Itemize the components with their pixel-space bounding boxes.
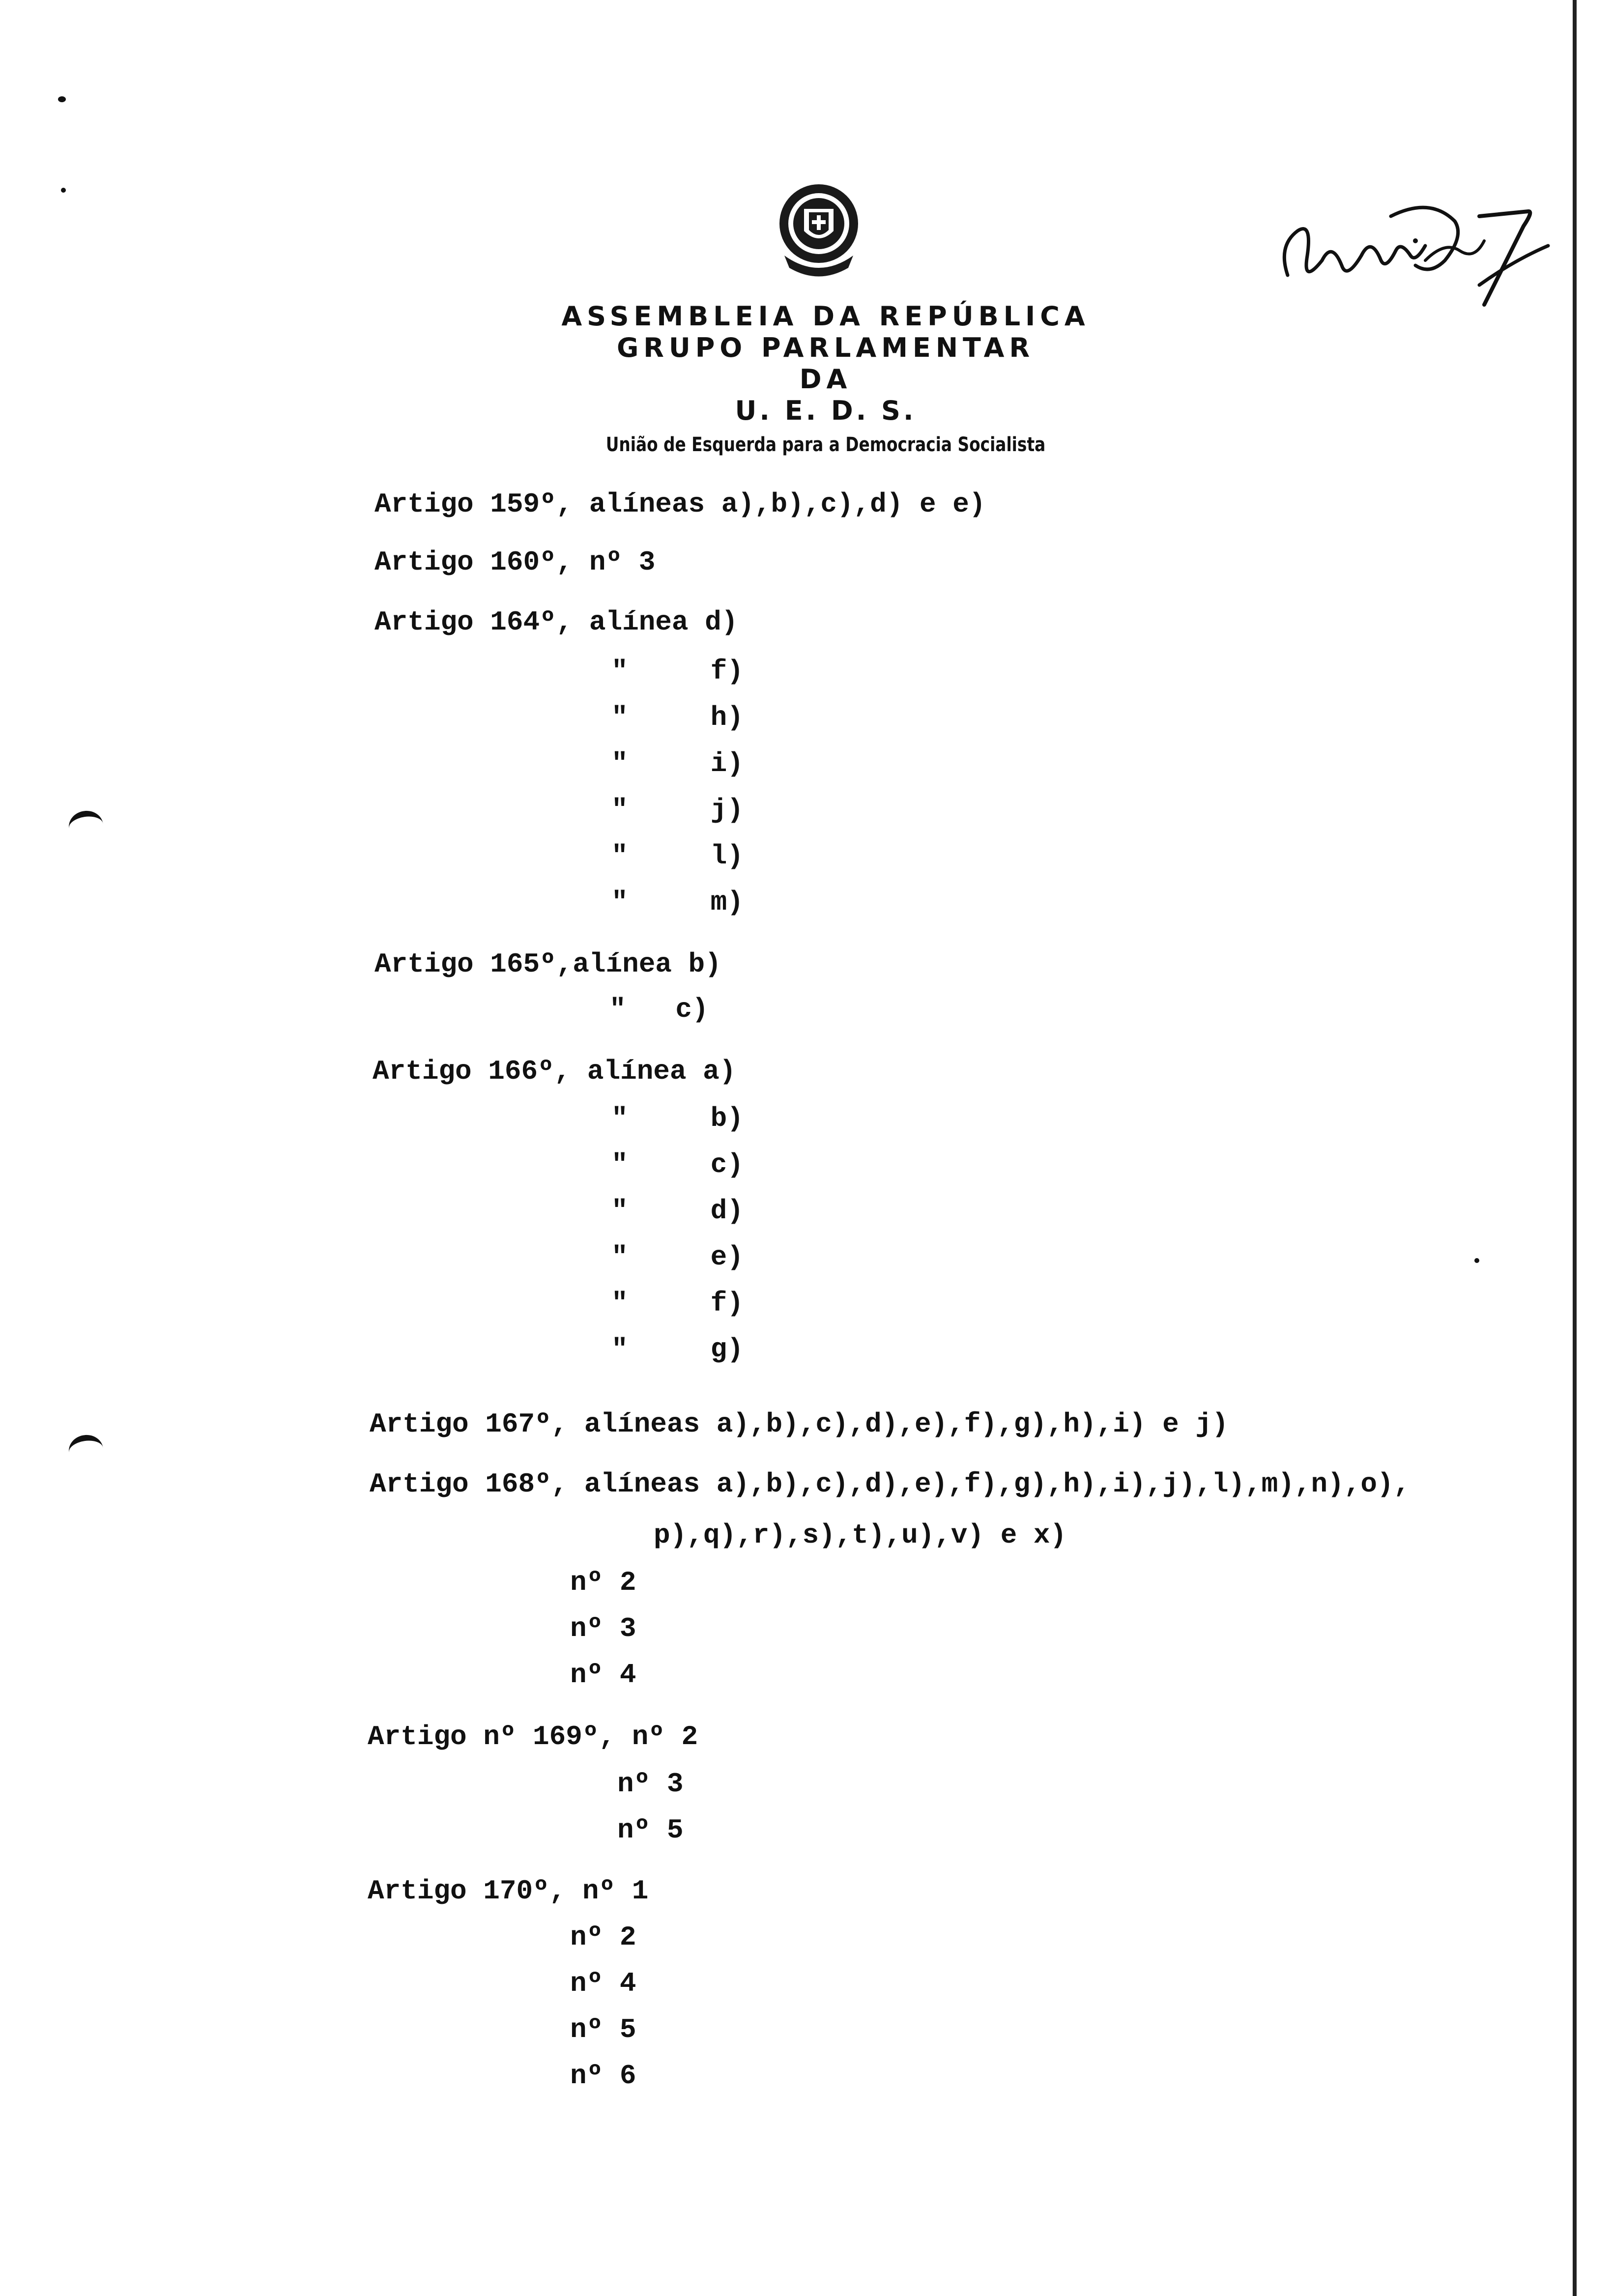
continuation-line: p),q),r),s),t),u),v) e x) — [654, 1520, 1067, 1551]
scan-speck — [61, 188, 66, 193]
number-line: nº 6 — [570, 2060, 636, 2092]
ditto-line: " f) — [611, 656, 744, 687]
party-full-name: União de Esquerda para a Democracia Socialista — [605, 433, 1046, 456]
punch-hole-mark — [67, 808, 105, 843]
ditto-line: " f) — [611, 1288, 744, 1319]
handwritten-signature — [1268, 187, 1553, 324]
article-line: Artigo 167º, alíneas a),b),c),d),e),f),g),h),i) e j) — [370, 1408, 1229, 1440]
ditto-line: " g) — [611, 1334, 744, 1365]
ditto-line: " j) — [611, 794, 744, 826]
article-line: Artigo 170º, nº 1 — [368, 1875, 649, 1907]
number-line: nº 3 — [570, 1613, 636, 1644]
ditto-line: " d) — [611, 1195, 744, 1227]
ditto-line: " b) — [611, 1103, 744, 1134]
letterhead — [511, 301, 1140, 457]
article-line: Artigo 164º, alínea d) — [374, 606, 738, 638]
punch-hole-mark — [67, 1433, 105, 1467]
ditto-line: " e) — [611, 1241, 744, 1273]
number-line: nº 5 — [617, 1814, 684, 1846]
article-line: Artigo 159º, alíneas a),b),c),d) e e) — [374, 488, 986, 520]
number-line: nº 5 — [570, 2014, 636, 2045]
ditto-line: " i) — [611, 748, 744, 779]
ditto-line: " l) — [611, 840, 744, 872]
article-line: Artigo 168º, alíneas a),b),c),d),e),f),g),h),i),j),l),m),n),o), — [370, 1468, 1410, 1500]
number-line: nº 4 — [570, 1659, 636, 1691]
ditto-line: " c) — [611, 1149, 744, 1180]
ditto-line: " h) — [611, 702, 744, 733]
assembly-name: ASSEMBLEIA DA REPÚBLICA — [561, 301, 1090, 332]
number-line: nº 3 — [617, 1768, 684, 1800]
ditto-line: " c) — [609, 994, 709, 1025]
article-line: Artigo nº 169º, nº 2 — [368, 1721, 698, 1752]
group-name: GRUPO PARLAMENTAR — [616, 332, 1035, 363]
coat-of-arms-icon — [770, 177, 868, 285]
scan-border — [1573, 0, 1577, 2296]
article-line: Artigo 160º, nº 3 — [374, 546, 656, 578]
article-line: Artigo 166º, alínea a) — [373, 1056, 736, 1087]
number-line: nº 4 — [570, 1968, 636, 1999]
article-line: Artigo 165º,alínea b) — [374, 948, 721, 980]
scan-speck — [1474, 1258, 1479, 1263]
ditto-line: " m) — [611, 887, 744, 918]
scan-speck — [58, 96, 66, 102]
number-line: nº 2 — [570, 1567, 636, 1598]
header-da: DA — [799, 364, 852, 395]
party-acronym: U. E. D. S. — [735, 395, 917, 426]
number-line: nº 2 — [570, 1922, 636, 1953]
